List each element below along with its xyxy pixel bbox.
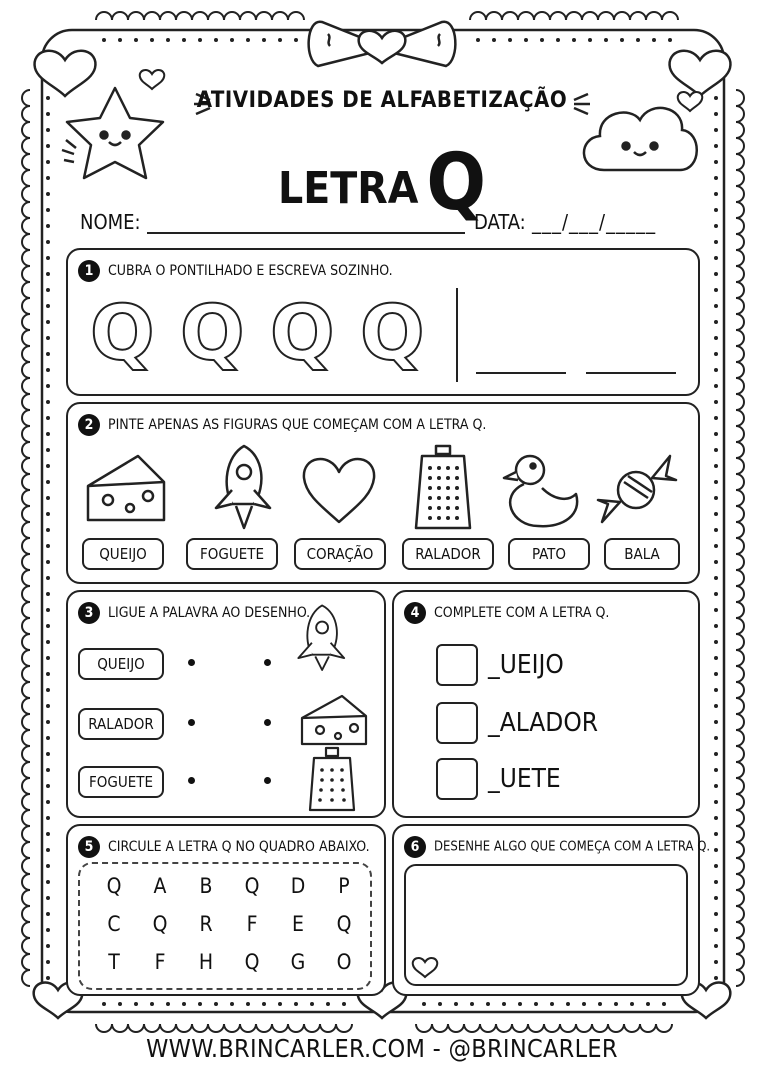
grid-letter[interactable]: H xyxy=(198,950,214,974)
grid-letter[interactable]: D xyxy=(290,874,306,898)
section-instruction: COMPLETE COM A LETRA Q. xyxy=(434,605,610,621)
section-4-complete xyxy=(392,590,700,818)
section-5-circle xyxy=(66,824,386,996)
section-number: 4 xyxy=(404,602,426,624)
grid-letter[interactable]: Q xyxy=(244,874,260,898)
heart-icon[interactable] xyxy=(304,459,374,522)
dotted-letter[interactable]: Q xyxy=(360,288,425,377)
complete-word: _ALADOR xyxy=(488,708,598,738)
section-number: 3 xyxy=(78,602,100,624)
dotted-letter[interactable]: Q xyxy=(180,288,245,377)
grid-letter[interactable]: B xyxy=(199,874,213,898)
section-instruction: PINTE APENAS AS FIGURAS QUE COMEÇAM COM A LETRA Q. xyxy=(108,417,487,433)
duck-icon[interactable] xyxy=(504,456,577,526)
grid-letter[interactable]: C xyxy=(107,912,121,936)
section-number: 1 xyxy=(78,260,100,282)
page-subtitle: ATIVIDADES DE ALFABETIZAÇÃO xyxy=(196,88,568,113)
word-box[interactable]: PATO xyxy=(508,538,590,570)
section-2-color xyxy=(66,402,700,584)
rocket-icon[interactable] xyxy=(216,446,270,528)
figures-row xyxy=(68,442,698,534)
grid-letter[interactable]: Q xyxy=(106,874,122,898)
match-word[interactable]: QUEIJO xyxy=(78,648,164,680)
section-3-match xyxy=(66,590,386,818)
grid-letter[interactable]: O xyxy=(336,950,352,974)
date-label: DATA: xyxy=(474,210,526,234)
name-field[interactable] xyxy=(147,232,465,234)
writing-line[interactable] xyxy=(586,372,676,374)
match-dot[interactable] xyxy=(264,659,271,666)
drawing-area[interactable] xyxy=(404,864,688,986)
word-box[interactable]: CORAÇÃO xyxy=(294,538,386,570)
word-box[interactable]: QUEIJO xyxy=(82,538,164,570)
grater-icon[interactable] xyxy=(310,748,354,810)
grid-letter[interactable]: F xyxy=(246,912,258,936)
match-pictures xyxy=(294,602,374,812)
bow-icon xyxy=(309,22,456,66)
complete-word: _UEIJO xyxy=(488,650,564,680)
grid-letter[interactable]: Q xyxy=(152,912,168,936)
grater-icon[interactable] xyxy=(416,446,470,528)
word-box[interactable]: BALA xyxy=(604,538,680,570)
grid-letter[interactable]: Q xyxy=(336,912,352,936)
rocket-icon[interactable] xyxy=(298,605,344,670)
match-word[interactable]: FOGUETE xyxy=(78,766,164,798)
letter-box[interactable] xyxy=(436,702,478,744)
grid-letter[interactable]: R xyxy=(199,912,213,936)
match-dot[interactable] xyxy=(264,777,271,784)
cheese-icon[interactable] xyxy=(88,456,164,520)
small-heart-icon xyxy=(410,956,440,982)
match-dot[interactable] xyxy=(188,659,195,666)
letter-box[interactable] xyxy=(436,644,478,686)
candy-icon[interactable] xyxy=(598,456,676,522)
divider xyxy=(456,288,458,382)
title-word: LETRA xyxy=(277,163,419,214)
section-6-draw xyxy=(392,824,711,996)
match-word[interactable]: RALADOR xyxy=(78,708,164,740)
grid-letter[interactable]: A xyxy=(153,874,167,898)
dotted-letter[interactable]: Q xyxy=(270,288,335,377)
match-dot[interactable] xyxy=(188,777,195,784)
section-number: 2 xyxy=(78,414,100,436)
section-number: 5 xyxy=(78,836,100,858)
letter-grid xyxy=(78,862,372,990)
dotted-letter[interactable]: Q xyxy=(90,288,155,377)
section-instruction: CUBRA O PONTILHADO E ESCREVA SOZINHO. xyxy=(108,263,393,279)
section-number: 6 xyxy=(404,836,426,858)
section-instruction: DESENHE ALGO QUE COMEÇA COM A LETRA Q. xyxy=(434,839,711,855)
section-1-trace xyxy=(66,248,700,396)
word-box[interactable]: FOGUETE xyxy=(186,538,278,570)
cheese-icon[interactable] xyxy=(302,696,366,744)
writing-line[interactable] xyxy=(476,372,566,374)
match-dot[interactable] xyxy=(264,719,271,726)
section-instruction: LIGUE A PALAVRA AO DESENHO. xyxy=(108,605,311,621)
date-field[interactable]: ___/___/_____ xyxy=(532,210,657,234)
title-letter: Q xyxy=(426,138,487,228)
word-box[interactable]: RALADOR xyxy=(402,538,494,570)
match-dot[interactable] xyxy=(188,719,195,726)
grid-letter[interactable]: P xyxy=(338,874,350,898)
letter-box[interactable] xyxy=(436,758,478,800)
grid-letter[interactable]: E xyxy=(292,912,304,936)
section-instruction: CIRCULE A LETRA Q NO QUADRO ABAIXO. xyxy=(108,839,370,855)
grid-letter[interactable]: Q xyxy=(244,950,260,974)
complete-word: _UETE xyxy=(488,764,561,794)
grid-letter[interactable]: F xyxy=(154,950,166,974)
grid-letter[interactable]: T xyxy=(108,950,120,974)
footer-website: WWW.BRINCARLER.COM - @BRINCARLER xyxy=(146,1034,618,1063)
name-label: NOME: xyxy=(80,210,141,234)
grid-letter[interactable]: G xyxy=(290,950,306,974)
